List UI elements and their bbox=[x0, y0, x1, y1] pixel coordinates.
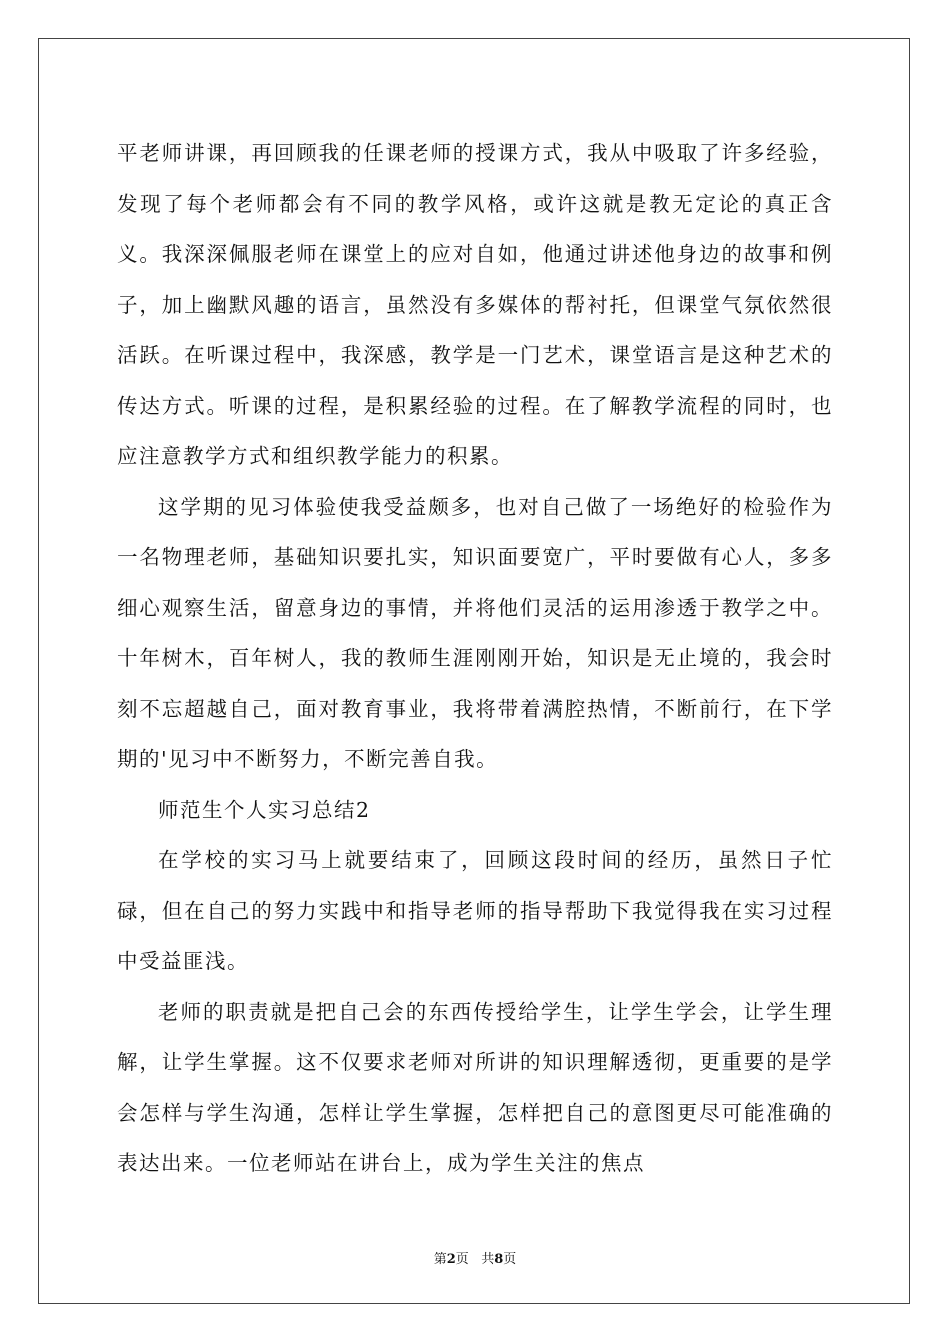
section-heading: 师范生个人实习总结2 bbox=[158, 797, 371, 822]
paragraph-2: 这学期的见习体验使我受益颇多，也对自己做了一场绝好的检验作为一名物理老师，基础知识要扎实，知识面要宽广，平时要做有心人，多多细心观察生活，留意身边的事情，并将他们灵活的运用渗透于教学之中。十年树木，百年树人，我的教师生涯刚刚开始，知识是无止境的，我会时刻不忘超越自己，面对教育事业，我将带着满腔热情，不断前行，在下学期的'见习中不断努力，不断完善自我。 bbox=[117, 494, 833, 771]
page-suffix: 页 bbox=[455, 1252, 469, 1267]
total-prefix: 共 bbox=[481, 1252, 495, 1267]
paragraph-3: 在学校的实习马上就要结束了，回顾这段时间的经历，虽然日子忙碌，但在自己的努力实践中和指导老师的指导帮助下我觉得我在实习过程中受益匪浅。 bbox=[117, 848, 833, 973]
page-prefix: 第 bbox=[433, 1252, 447, 1267]
document-body bbox=[117, 128, 833, 1189]
page-footer bbox=[0, 1248, 950, 1267]
total-pages: 8 bbox=[494, 1252, 504, 1267]
paragraph-1: 平老师讲课，再回顾我的任课老师的授课方式，我从中吸取了许多经验，发现了每个老师都会有不同的教学风格，或许这就是教无定论的真正含义。我深深佩服老师在课堂上的应对自如，他通过讲述他身边的故事和例子，加上幽默风趣的语言，虽然没有多媒体的帮衬托，但课堂气氛依然很活跃。在听课过程中，我深感，教学是一门艺术，课堂语言是这种艺术的传达方式。听课的过程，是积累经验的过程。在了解教学流程的同时，也应注意教学方式和组织教学能力的积累。 bbox=[117, 141, 833, 468]
page-number: 2 bbox=[446, 1252, 456, 1267]
paragraph-4: 老师的职责就是把自己会的东西传授给学生，让学生学会，让学生理解，让学生掌握。这不仅要求老师对所讲的知识理解透彻，更重要的是学会怎样与学生沟通，怎样让学生掌握，怎样把自己的意图更尽可能准确的表达出来。一位老师站在讲台上，成为学生关注的焦点 bbox=[117, 999, 833, 1175]
total-suffix: 页 bbox=[503, 1252, 517, 1267]
